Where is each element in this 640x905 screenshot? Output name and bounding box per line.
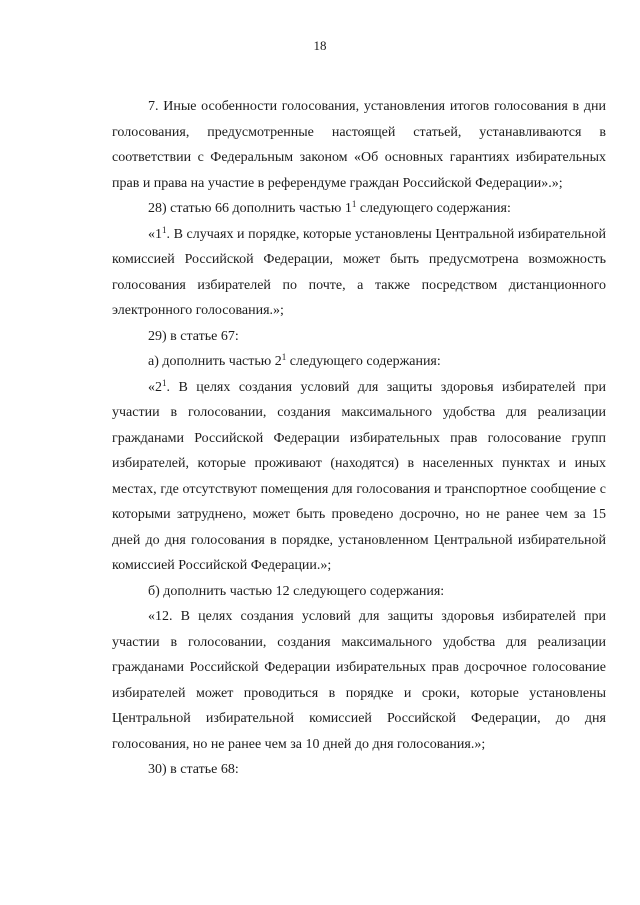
paragraph-1-1-postal-voting <box>112 222 606 324</box>
superscript: 1 <box>162 377 167 388</box>
paragraph-28-article-66 <box>112 196 606 222</box>
paragraph-7-voting-features: 7. Иные особенности голосования, установления итогов голосования в дни голосования, предусмотренные настоящей статьей, устанавливаются в соответствии с Федеральным законом «Об основных гарантиях избирательных прав и права на участие в референдуме граждан Российской Федерации».»; <box>112 99 606 191</box>
paragraph-12-early-voting: «12. В целях создания условий для защиты здоровья избирателей при участии в голосовании, создания максимального удобства для реализации гражданами Российской Федерации избирательных прав досрочное голосование избирателей может проводиться в порядке и сроки, которые установлены Центральной избирательной комиссией Российской Федерации, до дня голосования, но не ранее чем за 10 дней до дня голосования.»; <box>112 609 606 752</box>
paragraph-b-add-part-12: б) дополнить частью 12 следующего содержания: <box>148 583 445 599</box>
superscript: 1 <box>162 224 167 235</box>
page-number: 18 <box>313 38 327 53</box>
paragraph-text: следующего содержания: <box>286 354 441 369</box>
paragraph-text: . В целях создания условий для защиты здоровья избирателей при участии в голосовании, создания максимального удобства для реализации гражданами Российской Федерации избирательных прав голосование групп избирателей, которые проживают (находятся) в населенных пунктах и иных местах, где отсутствуют помещения для голосования и транспортное сообщение с которыми затруднено, может быть проведено досрочно, но не ранее чем за 15 дней до дня голосования в порядке, установленном Центральной избирательной комиссией Российской Федерации.»; <box>112 379 606 573</box>
paragraph-29-article-67: 29) в статье 67: <box>148 328 239 344</box>
paragraph-text: «2 <box>148 379 162 395</box>
paragraph-text: а) дополнить частью 2 <box>148 354 282 369</box>
paragraph-2-1-early-voting <box>112 375 606 579</box>
superscript: 1 <box>281 352 287 362</box>
paragraph-a-add-part <box>112 349 606 375</box>
paragraph-text: 28) статью 66 дополнить частью 1 <box>148 201 352 216</box>
paragraph-30-article-68: 30) в статье 68: <box>148 762 239 777</box>
paragraph-text: следующего содержания: <box>356 201 511 216</box>
paragraph-text: «1 <box>148 226 162 242</box>
superscript: 1 <box>351 199 357 209</box>
paragraph-text: . В случаях и порядке, которые установлены Центральной избирательной комиссией Российской Федерации, может быть предусмотрена возможность голосования избирателей по почте, а также посредством дистанционного электронного голосования.»; <box>112 226 606 318</box>
document-body <box>112 94 606 783</box>
